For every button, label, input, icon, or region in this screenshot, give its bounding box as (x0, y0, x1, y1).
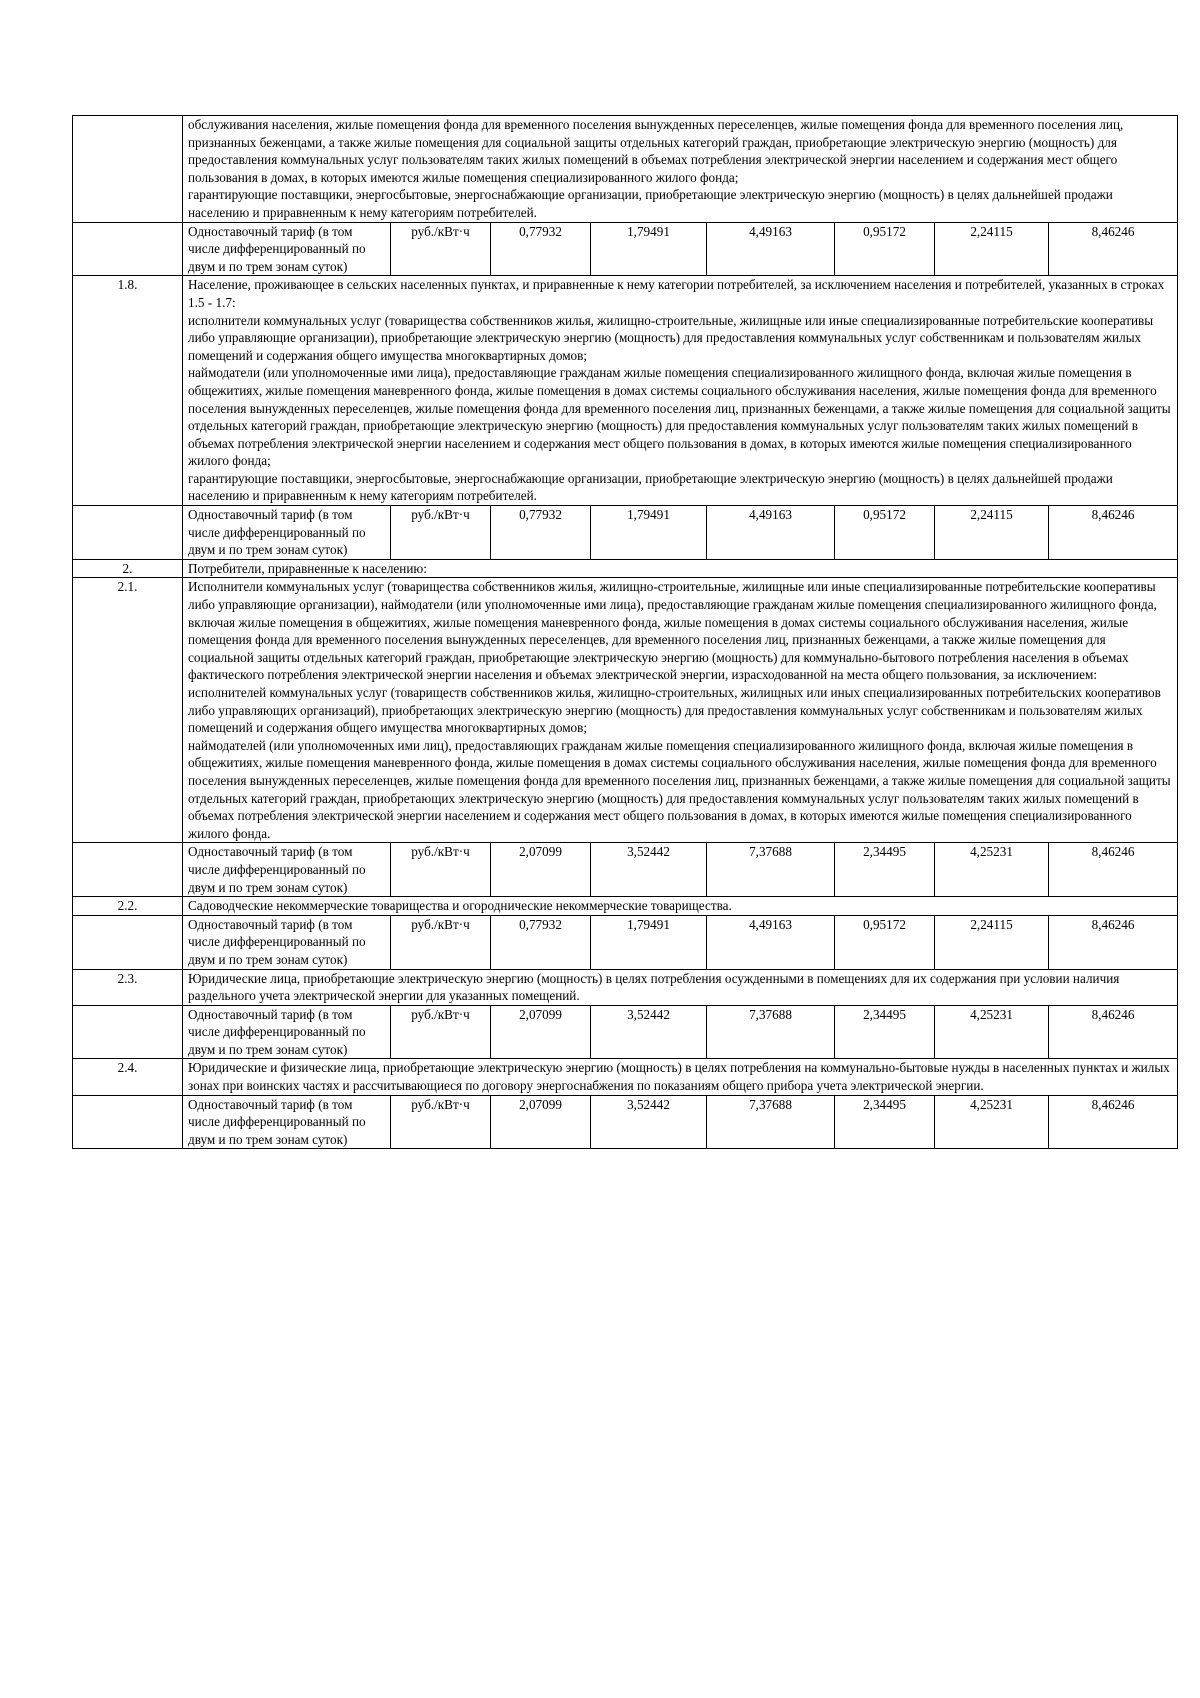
tariff-value: 8,46246 (1049, 222, 1178, 276)
tariff-value: 8,46246 (1049, 1095, 1178, 1149)
tariff-value: 4,49163 (707, 915, 835, 969)
tariff-value: 3,52442 (591, 1095, 707, 1149)
description-paragraph: наймодателей (или уполномоченных ими лиц), предоставляющих гражданам жилые помещения специализированного жилищного фонда, включая жилые помещения в общежитиях, жилые помещения маневренного фонда, жилые помещения в домах системы социального обслуживания населения, жилые помещения фонда для временного поселения вынужденных переселенцев, жилые помещения фонда для временного поселения лиц, признанных беженцами, а также жилые помещения для социальной защиты отдельных категорий граждан, приобретающих электрическую энергию (мощность) для предоставления коммунальных услуг пользователям таких жилых помещений в объемах потребления электрической энергии населением и содержания мест общего пользования в домах, в которых имеются жилые помещения специализированного жилого фонда. (188, 737, 1171, 841)
description-paragraph: Исполнители коммунальных услуг (товарищества собственников жилья, жилищно-строительные, жилищные или иные специализированные потребительские кооперативы либо управляющие организации), наймодатели (или уполномоченные ими лица), предоставляющие гражданам жилые помещения специализированного жилищного фонда, включая жилые помещения в общежитиях, жилые помещения маневренного фонда, жилые помещения в домах системы социального обслуживания населения, жилые помещения фонда для временного поселения вынужденных переселенцев, для временного поселения лиц, признанных беженцами, а также жилые помещения для социальной защиты отдельных категорий граждан, приобретающие электрическую энергию (мощность) для коммунально-бытового потребления населения в объемах фактического потребления электрической энергии населения и объемах электрической энергии, израсходованной на места общего пользования, за исключением: (188, 579, 1157, 683)
tariff-value: 0,77932 (491, 915, 591, 969)
category-description (183, 116, 1178, 223)
tariff-label: Одноставочный тариф (в том числе дифференцированный по двум и по трем зонам суток) (183, 1005, 391, 1059)
category-row (73, 897, 1178, 916)
category-description (183, 897, 1178, 916)
category-description (183, 969, 1178, 1005)
description-paragraph: Потребители, приравненные к населению: (188, 560, 427, 576)
description-paragraph: Юридические лица, приобретающие электрическую энергию (мощность) в целях потребления осужденными в помещениях для их содержания при условии наличия раздельного учета электрической энергии для указанных помещений. (188, 970, 1120, 1004)
description-paragraph: Садоводческие некоммерческие товарищества и огороднические некоммерческие товарищества. (188, 898, 732, 914)
category-row (73, 276, 1178, 506)
empty-number-cell (73, 1095, 183, 1149)
description-paragraph: гарантирующие поставщики, энергосбытовые, энергоснабжающие организации, приобретающие электрическую энергию (мощность) в целях дальнейшей продажи населению и приравненным к нему категориям потребителей. (188, 470, 1113, 504)
tariff-value: 4,49163 (707, 506, 835, 560)
tariff-row (73, 1005, 1178, 1059)
tariff-value: 8,46246 (1049, 915, 1178, 969)
tariff-row (73, 222, 1178, 276)
tariff-label: Одноставочный тариф (в том числе дифференцированный по двум и по трем зонам суток) (183, 1095, 391, 1149)
category-description (183, 578, 1178, 843)
tariff-value: 0,77932 (491, 506, 591, 560)
tariff-value: 8,46246 (1049, 506, 1178, 560)
tariff-row (73, 843, 1178, 897)
description-paragraph: исполнителей коммунальных услуг (товариществ собственников жилья, жилищно-строительных, жилищных или иных специализированных потребительских кооперативов либо управляющих организаций), приобретающих электрическую энергию (мощность) для предоставления коммунальных услуг собственникам и пользователям жилых помещений и содержания общего имущества многоквартирных домов; (188, 685, 1161, 736)
empty-number-cell (73, 1005, 183, 1059)
row-number: 2.4. (73, 1059, 183, 1095)
tariff-value: 2,07099 (491, 1095, 591, 1149)
tariff-value: 0,95172 (835, 506, 935, 560)
tariff-value: 3,52442 (591, 1005, 707, 1059)
tariff-label: Одноставочный тариф (в том числе дифференцированный по двум и по трем зонам суток) (183, 843, 391, 897)
document-page (72, 115, 1177, 1149)
tariff-label: Одноставочный тариф (в том числе дифференцированный по двум и по трем зонам суток) (183, 222, 391, 276)
description-paragraph: Юридические и физические лица, приобретающие электрическую энергию (мощность) в целях потребления на коммунально-бытовые нужды в населенных пунктах и жилых зонах при воинских частях и рассчитывающиеся по договору энергоснабжения по показаниям общего прибора учета электрической энергии. (188, 1060, 1170, 1094)
tariff-unit: руб./кВт·ч (391, 506, 491, 560)
tariff-row (73, 1095, 1178, 1149)
category-row (73, 969, 1178, 1005)
tariff-value: 0,77932 (491, 222, 591, 276)
tariff-row (73, 915, 1178, 969)
tariff-value: 7,37688 (707, 1095, 835, 1149)
category-description (183, 1059, 1178, 1095)
tariff-table (72, 115, 1178, 1149)
tariff-value: 2,07099 (491, 1005, 591, 1059)
description-paragraph: наймодатели (или уполномоченные ими лица), предоставляющие гражданам жилые помещения специализированного жилищного фонда, включая жилые помещения в общежитиях, жилые помещения маневренного фонда, жилые помещения в домах системы социального обслуживания населения, жилые помещения фонда для временного поселения вынужденных переселенцев, жилые помещения фонда для временного поселения лиц, признанных беженцами, а также жилые помещения для социальной защиты отдельных категорий граждан, приобретающие электрическую энергию (мощность) для предоставления коммунальных услуг пользователям таких жилых помещений в объемах потребления электрической энергии населением и содержания мест общего пользования в домах, в которых имеются жилые помещения специализированного жилого фонда; (188, 365, 1171, 469)
description-paragraph: исполнители коммунальных услуг (товарищества собственников жилья, жилищно-строительные, жилищные или иные специализированные потребительские кооперативы либо управляющие организации), приобретающие электрическую энергию (мощность) для предоставления коммунальных услуг собственникам и пользователям жилых помещений и содержания общего имущества многоквартирных домов; (188, 312, 1154, 363)
tariff-value: 8,46246 (1049, 843, 1178, 897)
tariff-row (73, 506, 1178, 560)
tariff-unit: руб./кВт·ч (391, 843, 491, 897)
tariff-value: 7,37688 (707, 1005, 835, 1059)
tariff-unit: руб./кВт·ч (391, 1095, 491, 1149)
description-paragraph: Население, проживающее в сельских населенных пунктах, и приравненные к нему категории потребителей, за исключением населения и потребителей, указанных в строках 1.5 - 1.7: (188, 277, 1165, 310)
row-number: 2.1. (73, 578, 183, 843)
tariff-value: 4,25231 (935, 1095, 1049, 1149)
tariff-value: 2,34495 (835, 843, 935, 897)
row-number: 2.3. (73, 969, 183, 1005)
tariff-value: 1,79491 (591, 915, 707, 969)
row-number: 1.8. (73, 276, 183, 506)
empty-number-cell (73, 915, 183, 969)
tariff-value: 2,24115 (935, 506, 1049, 560)
tariff-value: 2,07099 (491, 843, 591, 897)
tariff-value: 4,49163 (707, 222, 835, 276)
tariff-value: 0,95172 (835, 222, 935, 276)
category-row (73, 559, 1178, 578)
tariff-label: Одноставочный тариф (в том числе дифференцированный по двум и по трем зонам суток) (183, 506, 391, 560)
category-description (183, 276, 1178, 506)
empty-number-cell (73, 506, 183, 560)
tariff-value: 8,46246 (1049, 1005, 1178, 1059)
description-paragraph: гарантирующие поставщики, энергосбытовые, энергоснабжающие организации, приобретающие электрическую энергию (мощность) в целях дальнейшей продажи населению и приравненным к нему категориям потребителей. (188, 187, 1113, 220)
category-row (73, 578, 1178, 843)
tariff-unit: руб./кВт·ч (391, 1005, 491, 1059)
empty-number-cell (73, 222, 183, 276)
empty-number-cell (73, 843, 183, 897)
tariff-table-body (73, 116, 1178, 1149)
tariff-value: 1,79491 (591, 506, 707, 560)
row-number: 2.2. (73, 897, 183, 916)
tariff-value: 0,95172 (835, 915, 935, 969)
tariff-value: 4,25231 (935, 1005, 1049, 1059)
tariff-value: 2,24115 (935, 222, 1049, 276)
category-row (73, 116, 1178, 223)
description-paragraph: обслуживания населения, жилые помещения фонда для временного поселения вынужденных переселенцев, жилые помещения фонда для временного поселения лиц, признанных беженцами, а также жилые помещения для социальной защиты отдельных категорий граждан, приобретающие электрическую энергию (мощность) для предоставления коммунальных услуг пользователям таких жилых помещений в объемах потребления электрической энергии населением и содержания мест общего пользования в домах, в которых имеются жилые помещения специализированного жилого фонда; (188, 117, 1124, 185)
tariff-value: 1,79491 (591, 222, 707, 276)
row-number: 2. (73, 559, 183, 578)
tariff-unit: руб./кВт·ч (391, 915, 491, 969)
tariff-value: 4,25231 (935, 843, 1049, 897)
tariff-value: 2,34495 (835, 1095, 935, 1149)
tariff-unit: руб./кВт·ч (391, 222, 491, 276)
tariff-value: 2,24115 (935, 915, 1049, 969)
row-number (73, 116, 183, 223)
tariff-value: 2,34495 (835, 1005, 935, 1059)
tariff-value: 3,52442 (591, 843, 707, 897)
tariff-value: 7,37688 (707, 843, 835, 897)
category-row (73, 1059, 1178, 1095)
category-description (183, 559, 1178, 578)
tariff-label: Одноставочный тариф (в том числе дифференцированный по двум и по трем зонам суток) (183, 915, 391, 969)
